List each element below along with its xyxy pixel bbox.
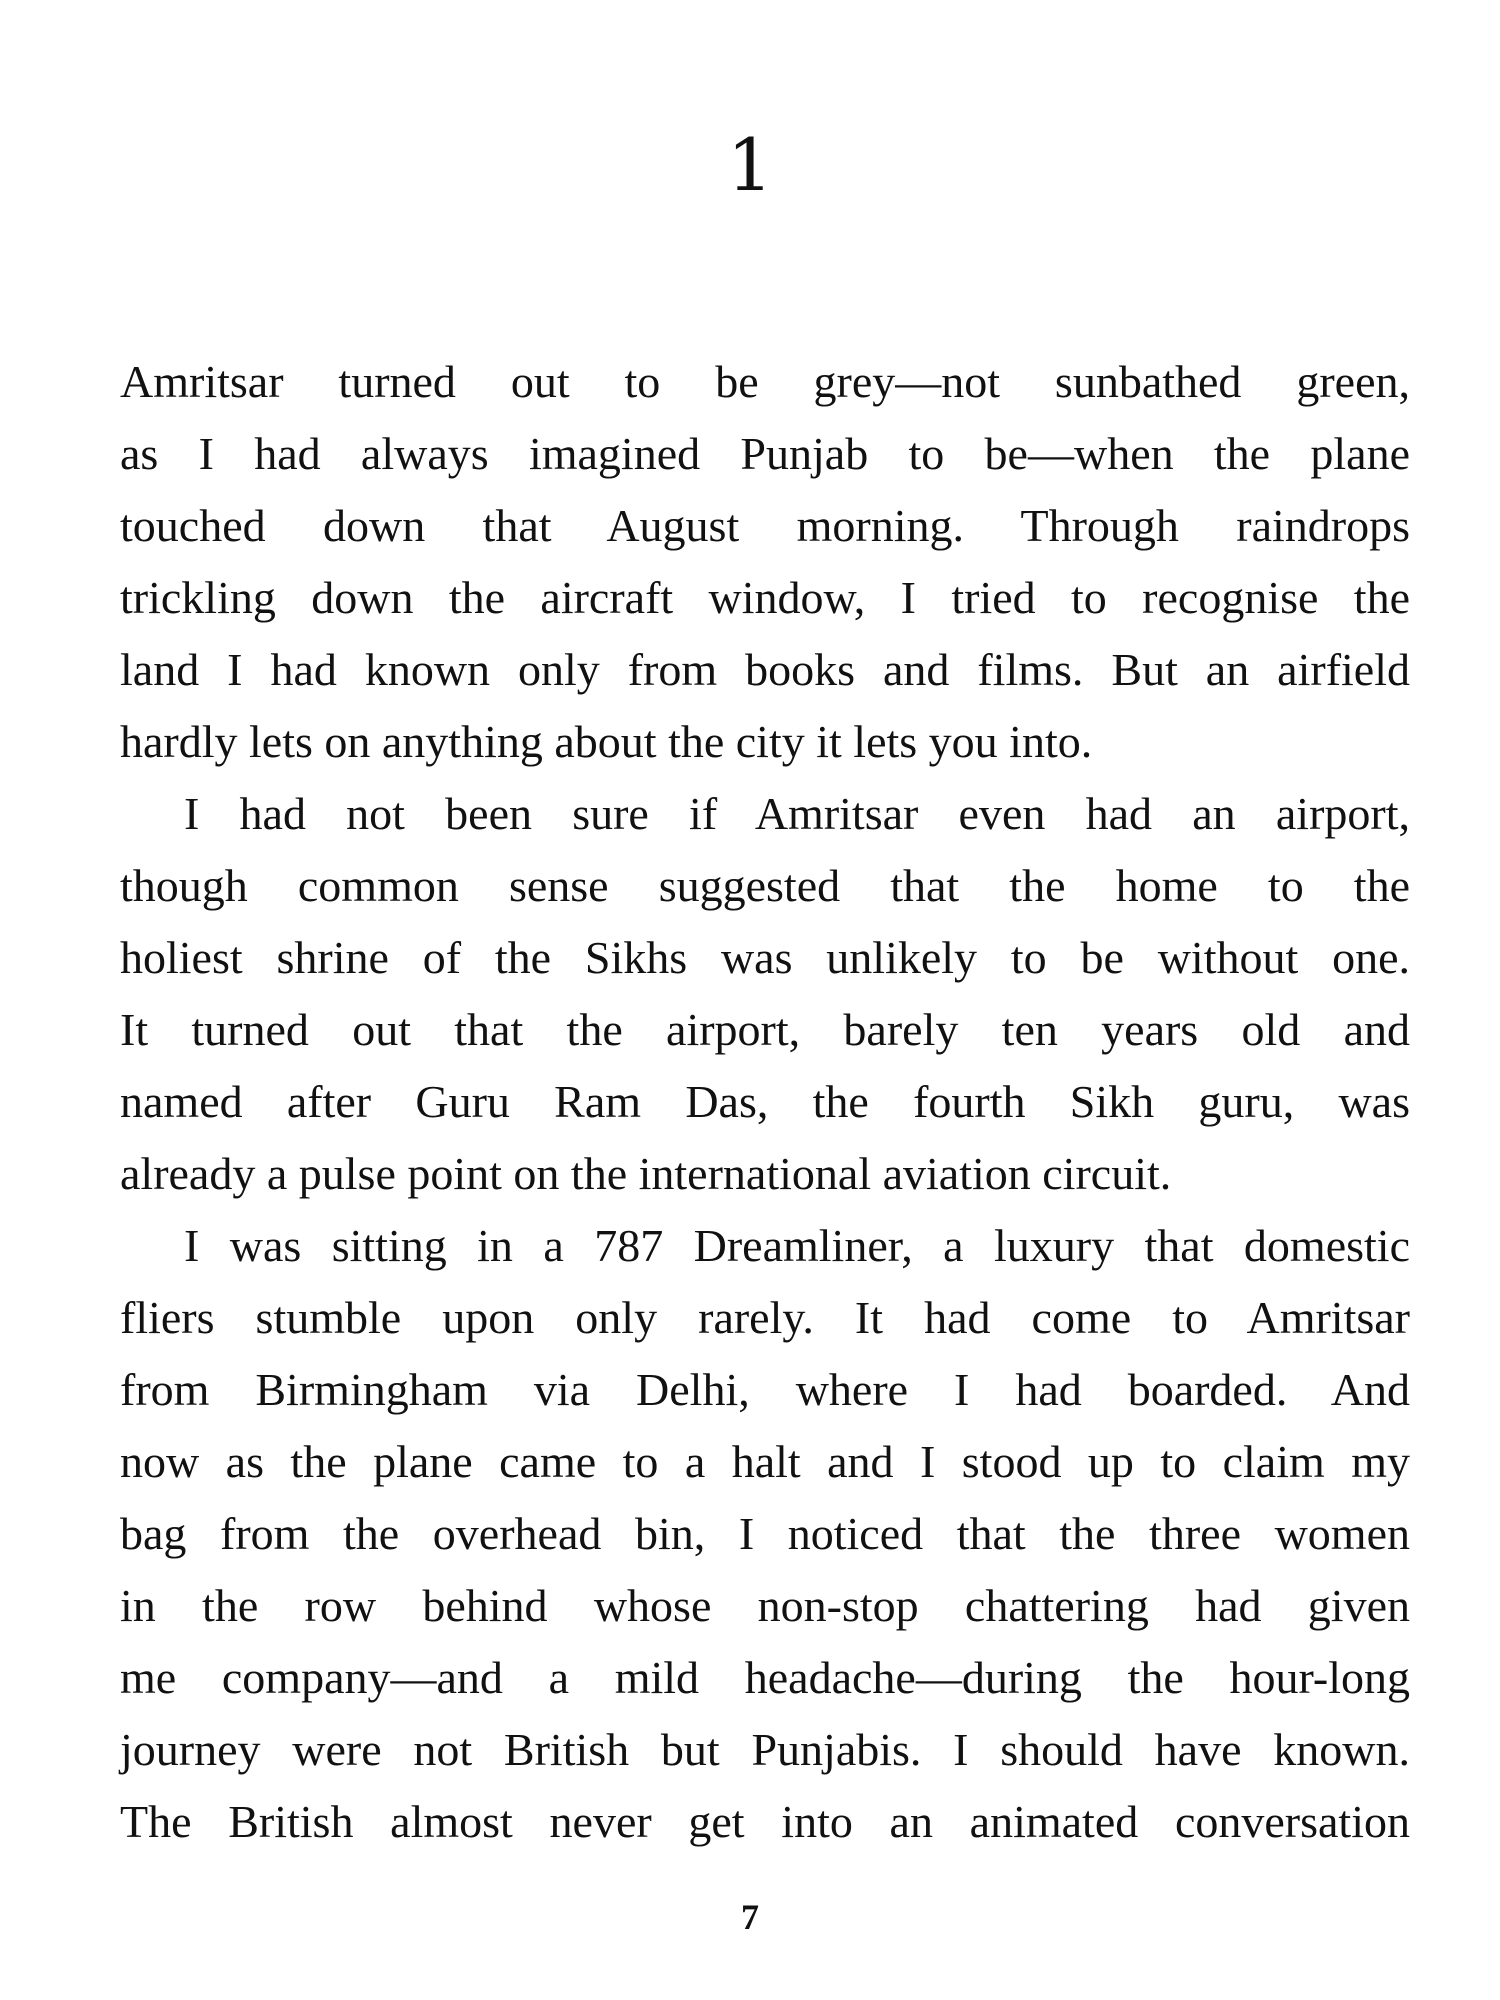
chapter-number: 1 bbox=[727, 123, 773, 207]
text-line-4: trickling down the aircraft window, I tried to recognise the bbox=[120, 572, 1410, 623]
text-line-18: in the row behind whose non-stop chattering had given bbox=[120, 1580, 1410, 1631]
text-line-19: me company—and a mild headache—during the hour-long bbox=[120, 1652, 1410, 1703]
text-line-12: already a pulse point on the international aviation circuit. bbox=[120, 1148, 1172, 1199]
text-line-20: journey were not British but Punjabis. I should have known. bbox=[120, 1724, 1410, 1775]
text-line-3: touched down that August morning. Through raindrops bbox=[120, 500, 1410, 551]
text-line-7: I had not been sure if Amritsar even had an airport, bbox=[184, 788, 1410, 839]
text-line-21: The British almost never get into an animated conversation bbox=[120, 1796, 1410, 1847]
text-line-16: now as the plane came to a halt and I stood up to claim my bbox=[120, 1436, 1410, 1487]
text-line-9: holiest shrine of the Sikhs was unlikely to be without one. bbox=[120, 932, 1410, 983]
text-line-13: I was sitting in a 787 Dreamliner, a luxury that domestic bbox=[184, 1220, 1410, 1271]
text-line-14: fliers stumble upon only rarely. It had come to Amritsar bbox=[120, 1292, 1410, 1343]
text-line-11: named after Guru Ram Das, the fourth Sikh guru, was bbox=[120, 1076, 1410, 1127]
text-line-1: Amritsar turned out to be grey—not sunbathed green, bbox=[120, 356, 1410, 407]
text-line-6: hardly lets on anything about the city it lets you into. bbox=[120, 716, 1093, 767]
text-line-8: though common sense suggested that the home to the bbox=[120, 860, 1410, 911]
text-line-10: It turned out that the airport, barely ten years old and bbox=[120, 1004, 1410, 1055]
text-line-15: from Birmingham via Delhi, where I had boarded. And bbox=[120, 1364, 1410, 1415]
text-line-17: bag from the overhead bin, I noticed that the three women bbox=[120, 1508, 1410, 1559]
text-line-2: as I had always imagined Punjab to be—when the plane bbox=[120, 428, 1410, 479]
page-number: 7 bbox=[741, 1897, 759, 1937]
text-line-5: land I had known only from books and films. But an airfield bbox=[120, 644, 1410, 695]
chapter-body-text bbox=[120, 346, 1410, 1858]
